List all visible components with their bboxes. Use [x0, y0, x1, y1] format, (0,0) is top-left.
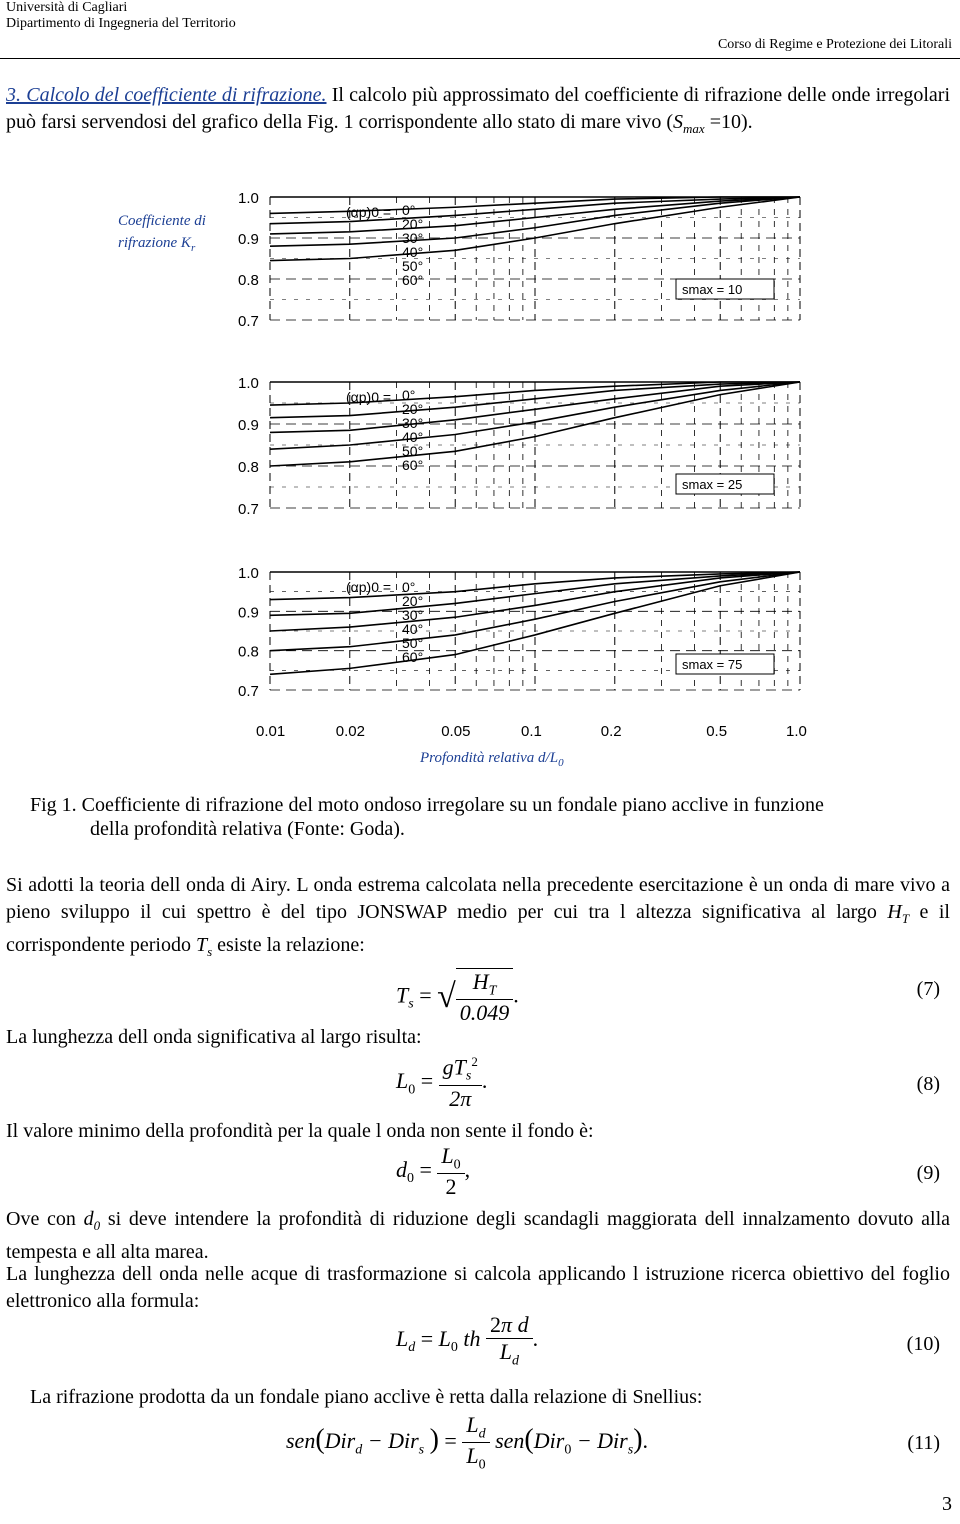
eq8-num: gT — [442, 1054, 466, 1080]
smax-tail: =10). — [704, 111, 753, 133]
d0-symbol: d — [83, 1208, 94, 1230]
y-tick-label: 0.9 — [238, 604, 259, 622]
x-tick-label: 0.01 — [256, 723, 286, 740]
angle-label: 40° — [402, 244, 424, 260]
y-tick-label: 0.7 — [238, 501, 259, 518]
angle-label: 0° — [402, 579, 416, 595]
equation-11: sen(Dir$_d$ − Dir$_s$ ) = $\frac{L_d}{L_0}$ sen(Dir$_0$ − Dir$_s$). — [286, 1412, 649, 1473]
eq9-lhs: d — [396, 1156, 407, 1182]
ylabel-line1: Coefficiente di — [118, 213, 206, 229]
eq8-den: 2π — [449, 1085, 472, 1111]
xlabel-sub: 0 — [558, 757, 564, 769]
p1-tail: esiste la relazione: — [212, 934, 365, 956]
eq7-lhs: T — [396, 982, 409, 1008]
p4a: Ove con — [6, 1208, 84, 1230]
paragraph-snellius: La rifrazione prodotta da un fondale piano acclive è retta dalla relazione di Snellius: — [30, 1386, 703, 1408]
eq7-lhs-sub: s — [408, 996, 414, 1012]
equation-7: $T_s$ = √ $\frac{H_T}{0.049}$ . — [396, 969, 519, 1026]
intro-text: Il calcolo più approssimato del coefficiente di rifrazione delle onde irregolari può farsi servendosi del grafico della Fig. 1 corrispondente allo stato di mare vivo ( — [6, 84, 950, 133]
angle-label: 20° — [402, 593, 424, 609]
ylabel-line2: rifrazione K — [118, 235, 191, 251]
angle-label: 60° — [402, 272, 424, 288]
page-number: 3 — [942, 1493, 952, 1515]
y-tick-label: 0.7 — [238, 683, 259, 700]
y-tick-label: 1.0 — [238, 565, 259, 582]
y-tick-label: 0.8 — [238, 643, 259, 661]
angle-label: 40° — [402, 621, 424, 637]
angle-label: 40° — [402, 429, 424, 445]
section-title: 3. Calcolo del coefficiente di rifrazione. — [6, 84, 327, 106]
refraction-chart — [0, 0, 960, 760]
d0-sub: 0 — [93, 1218, 101, 1233]
figure-xlabel — [420, 750, 564, 769]
angle-label: 0° — [402, 202, 416, 218]
angle-label: 50° — [402, 443, 424, 459]
panel-angle-label: (αp)0 = — [346, 389, 392, 405]
angle-label: 60° — [402, 649, 424, 665]
department-name: Dipartimento di Ingegneria del Territorio — [6, 16, 236, 31]
x-tick-label: 1.0 — [786, 723, 807, 740]
eq8-lhs: L — [396, 1067, 409, 1093]
panel-angle-label: (αp)0 = — [346, 579, 392, 595]
eq7-num: H — [472, 969, 489, 994]
paragraph-d0 — [6, 1206, 950, 1266]
eq9-num: L — [441, 1143, 454, 1168]
ts-sub: s — [207, 944, 213, 959]
eq9-number: (9) — [916, 1162, 940, 1184]
angle-label: 50° — [402, 635, 424, 651]
y-tick-label: 0.8 — [238, 272, 259, 289]
course-name: Corso di Regime e Protezione dei Litorali — [717, 37, 952, 52]
equation-8: $L_0$ = $\frac{gT_s^2}{2\pi}$ . — [396, 1054, 488, 1111]
eq9-num-sub: 0 — [453, 1157, 461, 1173]
paragraph-airy — [6, 872, 950, 965]
p1-text: Si adotti la teoria dell onda di Airy. L onda estrema calcolata nella precedente esercitazione è un onda di mare vivo a pieno sviluppo il cui spettro è del tipo JONSWAP medio per cui tra l altezza significativa al largo — [6, 874, 950, 923]
panel-angle-label: (αp)0 = — [346, 204, 392, 220]
equation-10: $L_d = L_0$ th $\frac{\text{2π d}}{L_d}$ . — [396, 1312, 539, 1369]
eq11-number: (11) — [907, 1432, 940, 1454]
angle-label: 50° — [402, 258, 424, 274]
y-tick-label: 1.0 — [238, 375, 259, 392]
y-tick-label: 1.0 — [238, 190, 259, 207]
paragraph-solver: La lunghezza dell onda nelle acque di trasformazione si calcola applicando l istruzione ricerca obiettivo del foglio elettronico alla formula: — [6, 1263, 950, 1312]
paragraph-wavelength: La lunghezza dell onda significativa al largo risulta: — [6, 1026, 422, 1048]
smax-symbol: S — [673, 111, 684, 133]
angle-label: 60° — [402, 457, 424, 473]
eq8-lhs-sub: 0 — [408, 1082, 416, 1098]
ts-symbol: T — [195, 934, 208, 956]
p1-mid: e il corrispondente periodo — [6, 901, 950, 956]
eq10-number: (10) — [906, 1333, 940, 1355]
eq9-den: 2 — [445, 1174, 457, 1200]
x-tick-label: 0.02 — [335, 723, 365, 740]
y-tick-label: 0.7 — [238, 313, 259, 330]
ht-sub: T — [901, 911, 910, 926]
x-tick-label: 0.1 — [521, 723, 542, 740]
eq8-num-sup: 2 — [471, 1054, 478, 1069]
caption-line1: Fig 1. Coefficiente di rifrazione del moto ondoso irregolare su un fondale piano acclive in funzione — [30, 794, 824, 816]
angle-label: 30° — [402, 230, 424, 246]
eq7-den: 0.049 — [459, 1000, 510, 1026]
x-tick-label: 0.2 — [600, 723, 622, 740]
angle-label: 20° — [402, 401, 424, 417]
xlabel-text: Profondità relativa d/L — [420, 750, 559, 766]
y-tick-label: 0.9 — [238, 417, 259, 434]
equation-9: $d_0$ = $\frac{L_0}{2}$ , — [396, 1143, 471, 1200]
y-tick-label: 0.8 — [238, 459, 259, 476]
angle-label: 20° — [402, 216, 424, 232]
eq7-number: (7) — [916, 978, 940, 1000]
smax-label: smax = 75 — [682, 657, 743, 672]
university-name: Università di Cagliari — [6, 0, 128, 15]
p4b: si deve intendere la profondità di riduzione degli scandagli maggiorata dell innalzamento dovuto alla tempesta e all alta marea. — [6, 1208, 951, 1263]
smax-sub: max — [683, 121, 705, 136]
eq9-lhs-sub: 0 — [407, 1171, 414, 1187]
x-tick-label: 0.05 — [441, 723, 471, 740]
eq7-num-sub: T — [488, 983, 497, 999]
ylabel-sub: r — [190, 242, 196, 254]
eq8-num-sub: s — [465, 1068, 472, 1084]
figure-caption — [30, 793, 940, 841]
smax-label: smax = 10 — [682, 282, 743, 297]
paragraph-min-depth: Il valore minimo della profondità per la quale l onda non sente il fondo è: — [6, 1120, 594, 1142]
y-tick-label: 0.9 — [238, 231, 259, 248]
x-tick-label: 0.5 — [706, 723, 728, 740]
ht-symbol: H — [887, 901, 902, 923]
angle-label: 0° — [402, 387, 416, 403]
smax-label: smax = 25 — [682, 477, 743, 492]
angle-label: 30° — [402, 415, 424, 431]
eq8-number: (8) — [916, 1073, 940, 1095]
caption-line2: della profondità relativa (Fonte: Goda). — [90, 818, 405, 840]
angle-label: 30° — [402, 607, 424, 623]
